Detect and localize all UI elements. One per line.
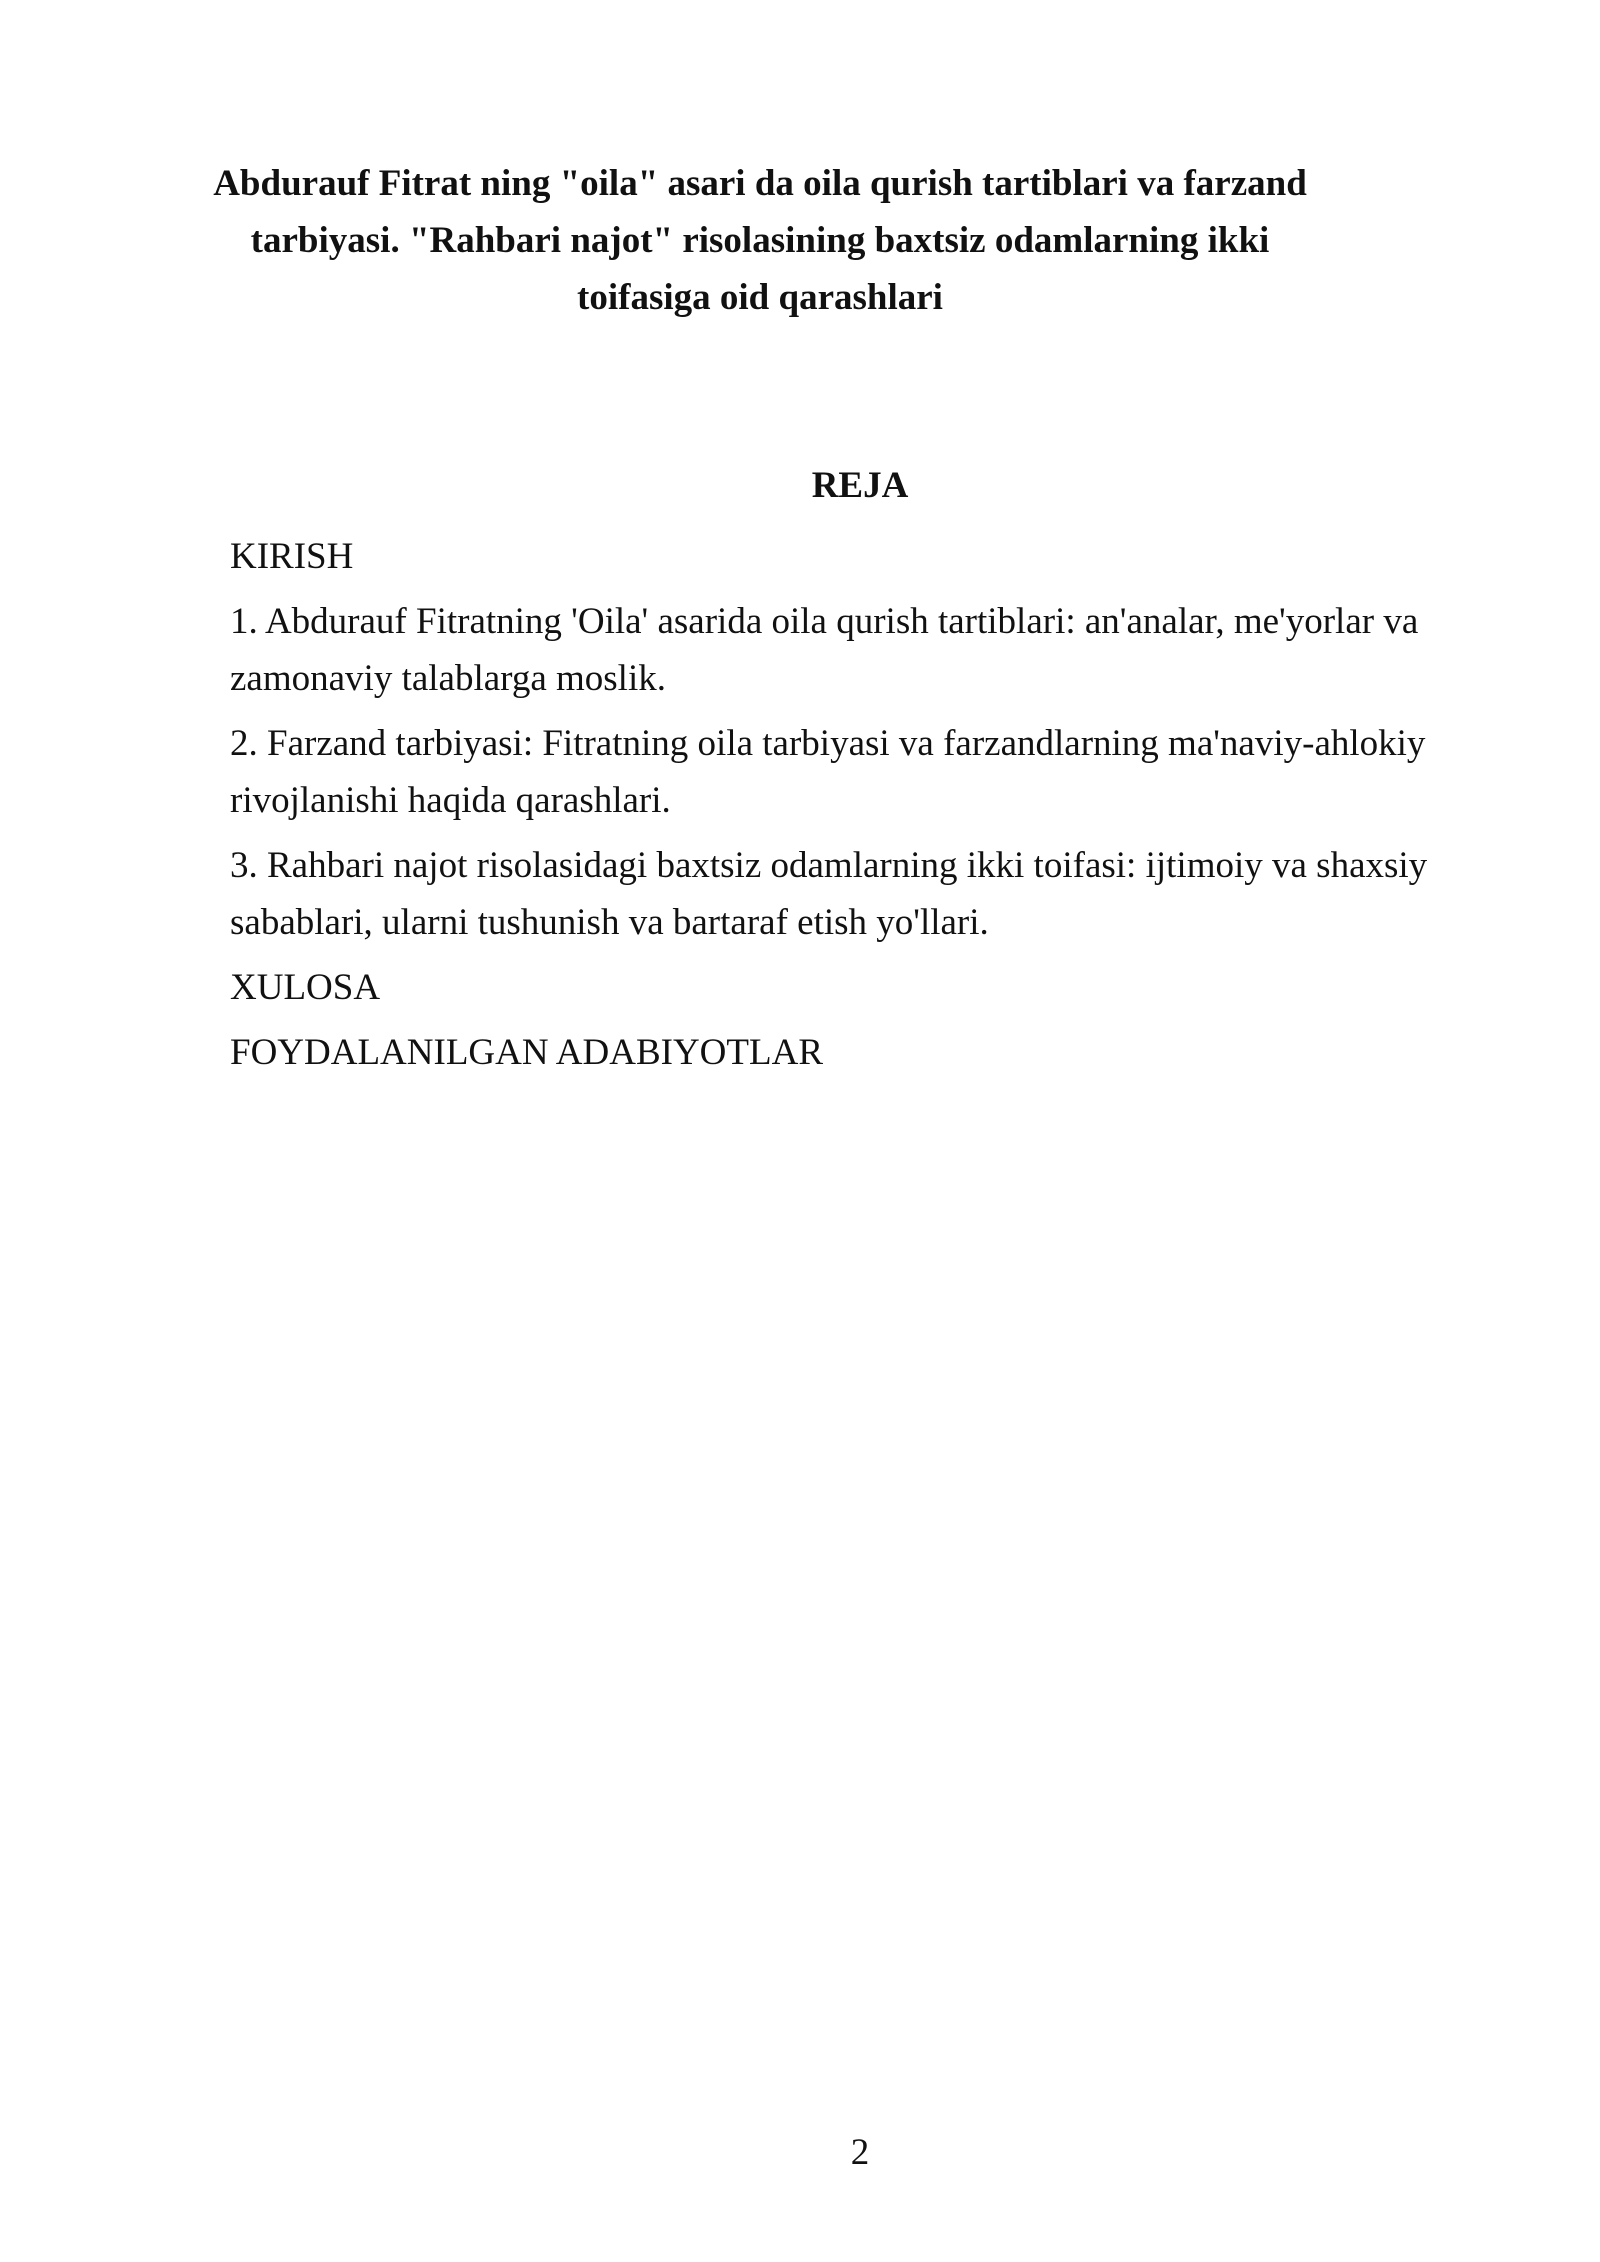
- page-number: 2: [850, 2132, 870, 2173]
- plan-item-3: 3. Rahbari najot risolasidagi baxtsiz odamlarning ikki toifasi: ijtimoiy va shaxsiy sabablari, ularni tushunish va bartaraf etish yo'llari.: [230, 845, 1428, 943]
- document-title: Abdurauf Fitrat ning "oila" asari da oila qurish tartiblari va farzand tarbiyasi. "Rahbari najot" risolasining baxtsiz odamlarning ikki toifasiga oid qarashlari: [213, 163, 1307, 318]
- plan-item-references: FOYDALANILGAN ADABIYOTLAR: [230, 1032, 823, 1073]
- plan-item-conclusion: XULOSA: [230, 967, 381, 1008]
- plan-heading: REJA: [811, 465, 909, 506]
- plan-item-1: 1. Abdurauf Fitratning 'Oila' asarida oila qurish tartiblari: an'analar, me'yorlar va zamonaviy talablarga moslik.: [230, 601, 1419, 699]
- plan-list: [230, 528, 1490, 1089]
- plan-item-introduction: KIRISH: [230, 536, 354, 577]
- plan-item-2: 2. Farzand tarbiyasi: Fitratning oila tarbiyasi va farzandlarning ma'naviy-ahlokiy rivojlanishi haqida qarashlari.: [230, 723, 1426, 821]
